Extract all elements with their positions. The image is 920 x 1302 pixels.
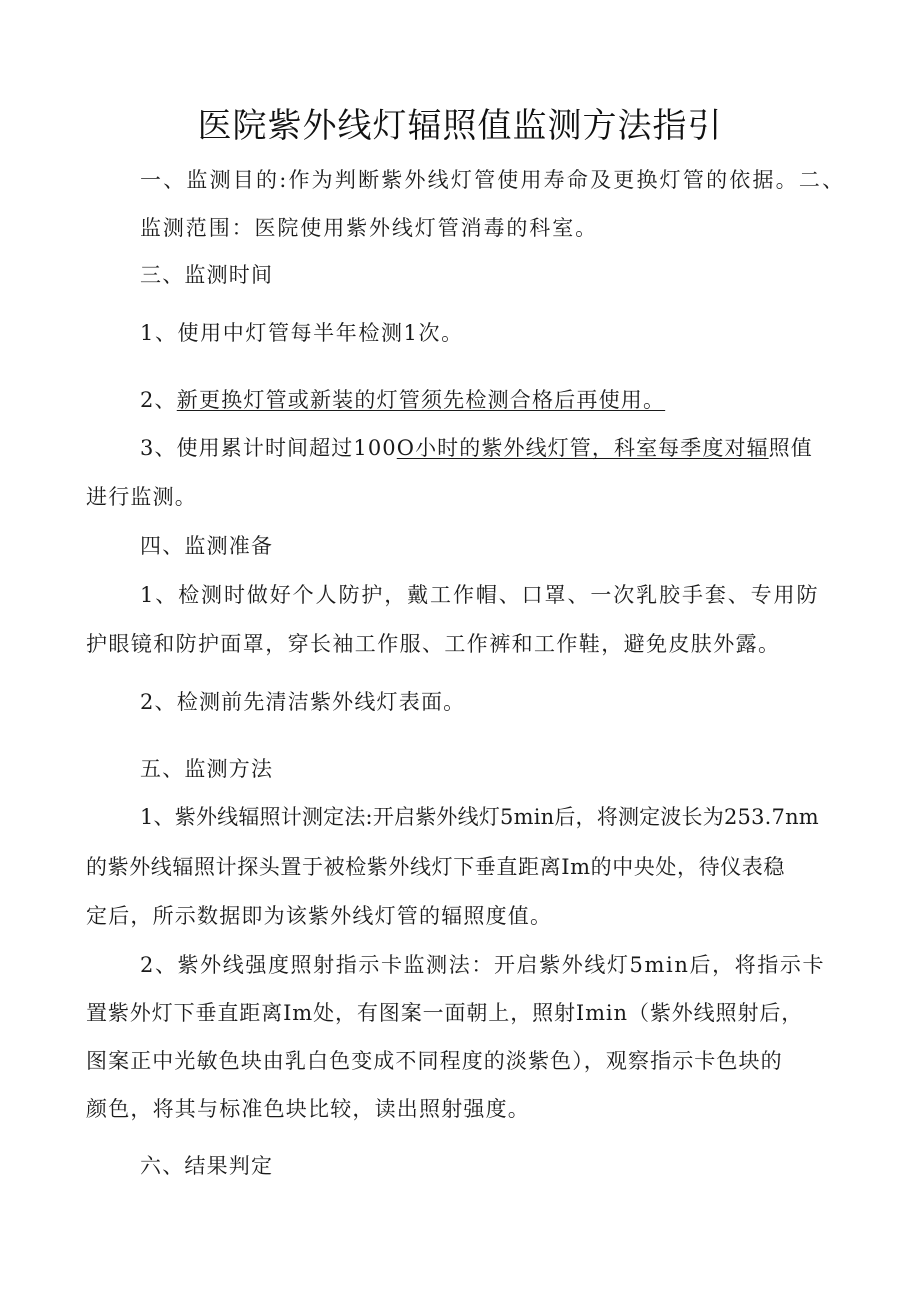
- section-3-item-3-part-b: O小时的紫外线灯管，科室每季度对辐: [396, 436, 769, 460]
- section-6-heading: 六、结果判定: [140, 1154, 274, 1178]
- document-title: 医院紫外线灯辐照值监测方法指引: [197, 106, 723, 146]
- section-3-item-1: 1、使用中灯管每半年检测1次。: [140, 321, 464, 345]
- section-3-item-2-number: 2、: [140, 388, 177, 412]
- section-2-scope: 监测范围：医院使用紫外线灯管消毒的科室。: [140, 216, 598, 240]
- section-5-item-2: 2、紫外线强度照射指示卡监测法：开启紫外线灯5min后，将指示卡: [140, 953, 826, 977]
- section-5-item-1-line-3: 定后，所示数据即为该紫外线灯管的辐照度值。: [86, 904, 553, 928]
- section-5-item-2-line-3: 图案正中光敏色块由乳白色变成不同程度的淡紫色），观察指示卡色块的: [86, 1049, 783, 1073]
- section-4-item-1-continued: 护眼镜和防护面罩，穿长袖工作服、工作裤和工作鞋，避免皮肤外露。: [86, 632, 781, 656]
- section-5-item-2-line-2: 置紫外灯下垂直距离Im处，有图案一面朝上，照射Imin（紫外线照射后，: [86, 1001, 804, 1025]
- section-5-item-1: 1、紫外线辐照计测定法:开启紫外线灯5min后，将测定波长为253.7nm: [140, 805, 819, 829]
- section-5-item-2-line-4: 颜色，将其与标准色块比较，读出照射强度。: [86, 1097, 530, 1121]
- section-3-heading: 三、监测时间: [140, 263, 274, 287]
- section-4-heading: 四、监测准备: [140, 534, 274, 558]
- section-1-purpose: 一、监测目的:作为判断紫外线灯管使用寿命及更换灯管的依据。二、: [140, 168, 846, 192]
- section-3-item-3-part-c: 照值: [768, 436, 813, 460]
- section-5-heading: 五、监测方法: [140, 757, 274, 781]
- section-3-item-3: [140, 433, 813, 463]
- section-3-item-2: [140, 385, 665, 415]
- section-4-item-2: 2、检测前先清洁紫外线灯表面。: [140, 690, 466, 714]
- section-3-item-3-continued: 进行监测。: [86, 485, 197, 509]
- section-3-item-3-part-a: 3、使用累计时间超过100: [140, 436, 397, 460]
- section-4-item-1: 1、检测时做好个人防护，戴工作帽、口罩、一次乳胶手套、专用防: [140, 583, 820, 607]
- section-3-item-2-text: 新更换灯管或新装的灯管须先检测合格后再使用。: [176, 388, 666, 412]
- section-5-item-1-line-2: 的紫外线辐照计探头置于被检紫外线灯下垂直距离Im的中央处，待仪表稳: [86, 855, 786, 879]
